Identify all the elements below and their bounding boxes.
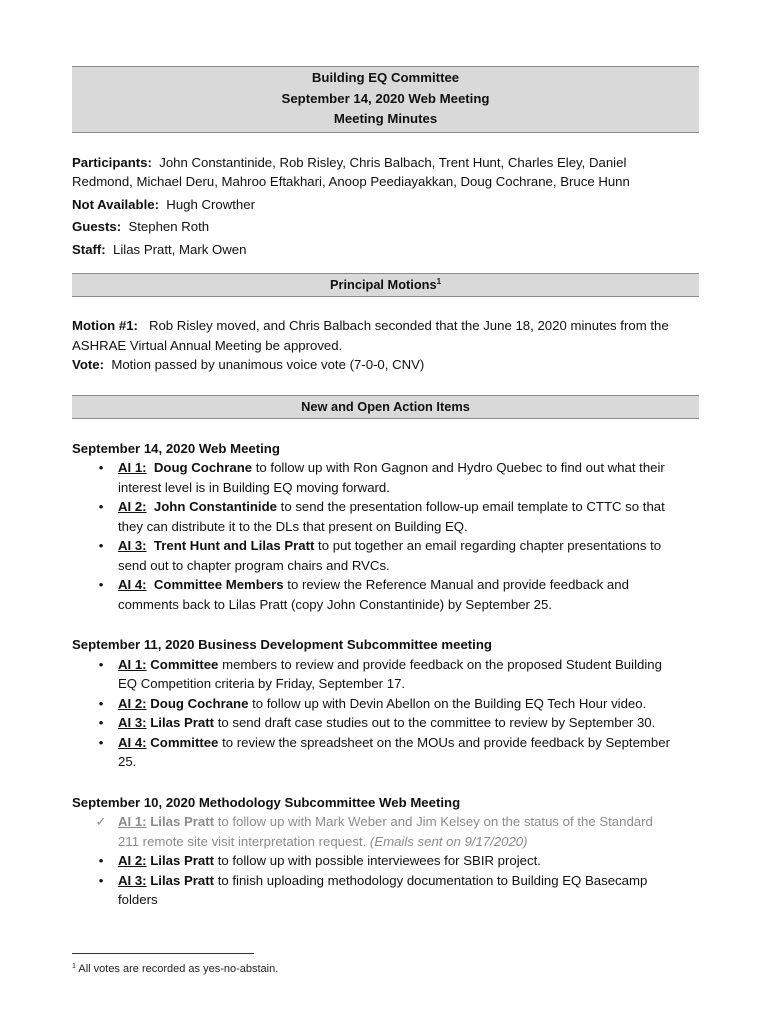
bullet-icon: •	[98, 695, 104, 711]
footnote	[72, 960, 278, 980]
ai-number: AI 3:	[118, 715, 147, 730]
group-title: September 14, 2020 Web Meeting	[72, 440, 280, 456]
ai-status-note: (Emails sent on 9/17/2020)	[369, 833, 528, 849]
ai-number: AI 3:	[118, 872, 147, 888]
participants-label: Participants:	[72, 154, 152, 170]
footnote-ref: 1	[436, 277, 442, 286]
ai-text-line-1: to review the Reference Manual and provide feedback and	[287, 577, 629, 592]
footnote-text: All votes are recorded as yes-no-abstain.	[78, 963, 279, 975]
action-item	[72, 458, 699, 497]
ai-owner: Lilas Pratt	[150, 814, 215, 829]
ai-owner: Committee Members	[153, 577, 284, 592]
action-group	[72, 439, 699, 615]
not-available-names: Hugh Crowther	[166, 196, 255, 212]
ai-text-line-2: folders	[118, 892, 158, 907]
principal-motions-title: Principal Motions	[329, 277, 437, 292]
ai-owner: John Constantinide	[153, 499, 277, 514]
ai-number: AI 3:	[118, 538, 147, 553]
guests-names: Stephen Roth	[128, 219, 210, 234]
staff-names: Lilas Pratt, Mark Owen	[113, 241, 247, 257]
principal-motions-banner	[72, 273, 699, 297]
action-group	[72, 793, 699, 910]
bullet-icon: •	[98, 853, 104, 868]
bullet-icon: •	[98, 499, 104, 514]
meeting-date: September 14, 2020 Web Meeting	[281, 90, 490, 106]
action-item	[72, 851, 699, 871]
ai-text-line-2: comments back to Lilas Pratt (copy John Constantinide) by September 25.	[118, 596, 552, 612]
ai-text-line-2: interest level is in Building EQ moving forward.	[118, 479, 390, 495]
ai-text-line-1: to follow up with Devin Abellon on the Building EQ Tech Hour video.	[252, 695, 647, 711]
ai-text-line-2: 25.	[118, 754, 137, 769]
ai-number: AI 1:	[118, 814, 147, 829]
minutes-page	[72, 66, 699, 910]
footnote-divider	[72, 953, 254, 954]
action-item	[72, 713, 699, 733]
ai-owner: Doug Cochrane	[153, 460, 253, 475]
participants-line-2: Redmond, Michael Deru, Mahroo Eftakhari, Anoop Peediayakkan, Doug Cochrane, Bruce Hunn	[72, 174, 630, 189]
group-title: September 10, 2020 Methodology Subcommittee Web Meeting	[72, 794, 461, 810]
ai-owner: Lilas Pratt	[150, 853, 215, 868]
motion-1-label: Motion #1:	[72, 318, 138, 333]
action-item	[72, 536, 699, 575]
motion-1-line-1: Rob Risley moved, and Chris Balbach seconded that the June 18, 2020 minutes from the	[148, 318, 669, 333]
motion-1	[72, 316, 699, 375]
ai-number: AI 2:	[118, 499, 147, 514]
group-title: September 11, 2020 Business Development Subcommittee meeting	[72, 637, 492, 652]
ai-text-line-2: they can distribute it to the DLs that present on Building EQ.	[118, 518, 468, 534]
action-items-banner	[72, 395, 699, 419]
ai-text-line-1: to send draft case studies out to the committee to review by September 30.	[217, 715, 656, 730]
ai-number: AI 1:	[118, 656, 147, 672]
not-available-label: Not Available:	[72, 196, 159, 212]
action-item	[72, 575, 699, 614]
motion-1-text	[72, 316, 699, 355]
vote-label: Vote:	[72, 357, 104, 372]
ai-text-line-1: to follow up with Ron Gagnon and Hydro Quebec to find out what their	[255, 460, 665, 475]
ai-text-line-1: to follow up with Mark Weber and Jim Kelsey on the status of the Standard	[217, 814, 653, 829]
guests-label: Guests:	[72, 219, 122, 234]
motion-1-line-2: ASHRAE Virtual Annual Meeting be approved.	[72, 337, 343, 353]
ai-owner: Committee	[150, 734, 219, 750]
vote-text: Motion passed by unanimous voice vote (7-0-0, CNV)	[111, 357, 425, 372]
staff	[72, 240, 699, 260]
staff-label: Staff:	[72, 241, 106, 257]
ai-owner: Trent Hunt and Lilas Pratt	[153, 538, 315, 553]
attendance-block	[72, 153, 699, 260]
action-item-completed	[72, 812, 699, 851]
action-item	[72, 871, 699, 910]
motion-1-vote	[72, 355, 699, 375]
action-item	[72, 497, 699, 536]
title-banner	[72, 66, 699, 133]
footnote-number: 1	[72, 963, 76, 970]
participants	[72, 153, 699, 192]
bullet-icon: •	[98, 538, 104, 553]
ai-text-line-1: to send the presentation follow-up email template to CTTC so that	[280, 499, 665, 514]
bullet-icon: •	[98, 460, 104, 475]
bullet-icon: •	[98, 715, 104, 730]
ai-number: AI 4:	[118, 577, 147, 592]
ai-text-line-2: 211 remote site visit interpretation request.	[118, 833, 367, 849]
participants-line-1: John Constantinide, Rob Risley, Chris Balbach, Trent Hunt, Charles Eley, Daniel	[159, 154, 627, 170]
ai-number: AI 4:	[118, 734, 147, 750]
not-available	[72, 195, 699, 215]
committee-name: Building EQ Committee	[311, 70, 460, 85]
ai-owner: Committee	[150, 656, 219, 672]
action-items-title: New and Open Action Items	[301, 398, 470, 414]
action-item	[72, 655, 699, 694]
ai-text-line-1: to review the spreadsheet on the MOUs and provide feedback by September	[222, 734, 670, 750]
ai-text-line-1: to put together an email regarding chapter presentations to	[318, 538, 662, 553]
ai-text-line-1: members to review and provide feedback on the proposed Student Building	[222, 656, 662, 672]
ai-number: AI 1:	[118, 460, 147, 475]
ai-owner: Doug Cochrane	[150, 695, 249, 711]
action-item	[72, 733, 699, 772]
ai-owner: Lilas Pratt	[150, 715, 215, 730]
document-type: Meeting Minutes	[333, 111, 438, 126]
bullet-icon: •	[98, 734, 104, 750]
bullet-icon: •	[98, 872, 104, 888]
bullet-icon: •	[98, 656, 104, 672]
action-group	[72, 635, 699, 772]
guests	[72, 217, 699, 237]
bullet-icon: •	[98, 577, 104, 592]
ai-number: AI 2:	[118, 695, 147, 711]
ai-text-line-1: to follow up with possible interviewees for SBIR project.	[217, 853, 541, 868]
action-item	[72, 694, 699, 714]
ai-text-line-1: to finish uploading methodology documentation to Building EQ Basecamp	[217, 872, 648, 888]
ai-number: AI 2:	[118, 853, 147, 868]
ai-text-line-2: EQ Competition criteria by Friday, September 17.	[118, 676, 406, 691]
ai-text-line-2: send out to chapter program chairs and RVCs.	[118, 557, 390, 573]
ai-owner: Lilas Pratt	[150, 872, 215, 888]
checkmark-icon: ✓	[95, 814, 107, 829]
